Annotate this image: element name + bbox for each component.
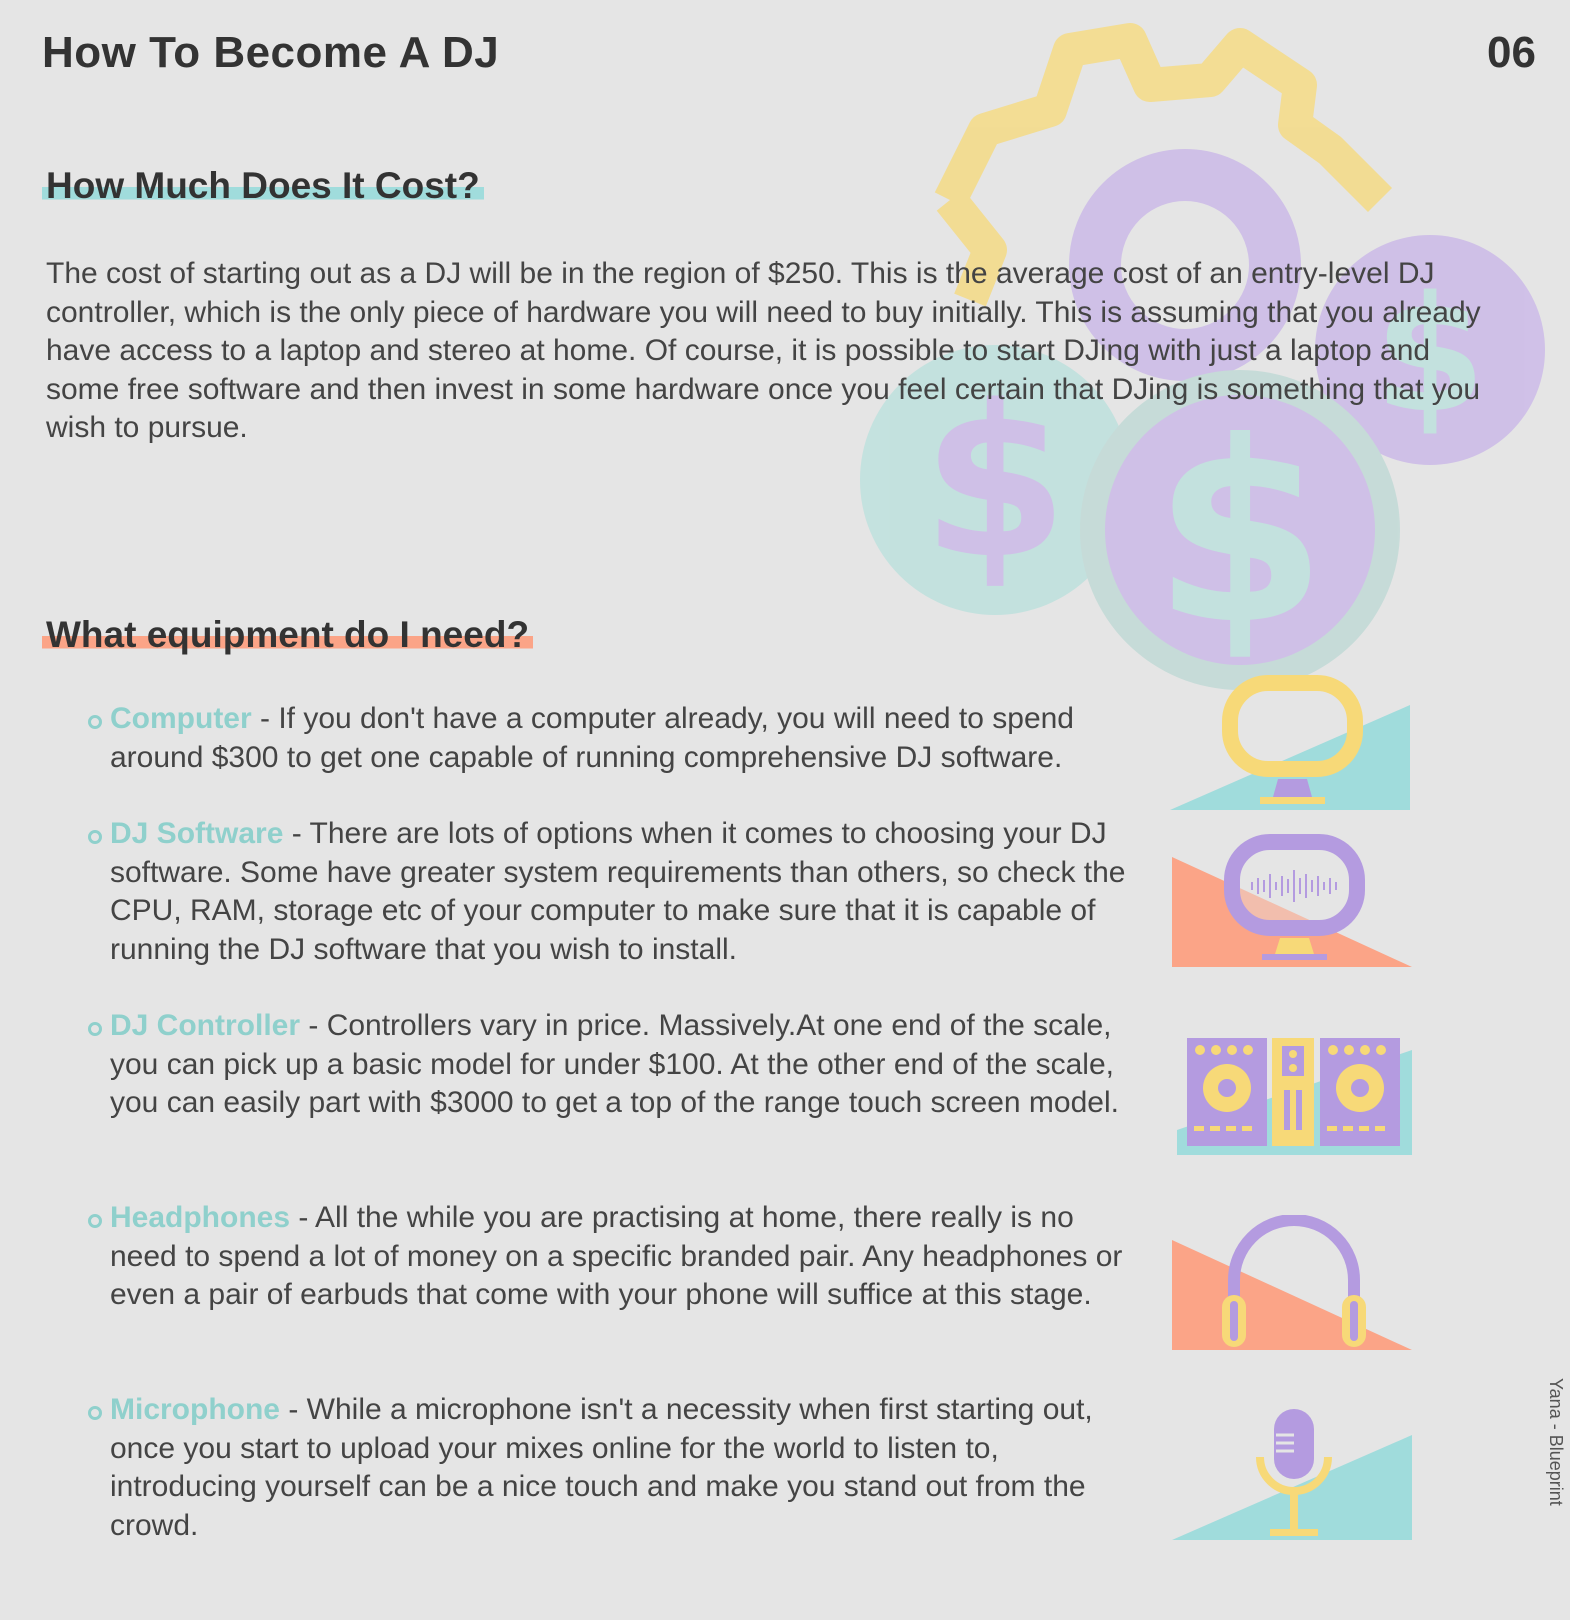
item-text: - All the while you are practising at home, there really is no need to spend a lot of money on a specific branded pair. Any headphones or even a pair of earbuds that come with your phone will suffice at this stage. <box>110 1201 1123 1311</box>
list-item <box>88 1199 1148 1315</box>
item-text: - There are lots of options when it comes to choosing your DJ software. Some have greater system requirements than others, so check the CPU, RAM, storage etc of your computer to make sure that it is capable of running the DJ software that you wish to install. <box>110 817 1126 966</box>
bullet-icon <box>88 830 102 844</box>
document-title: How To Become A DJ <box>42 28 500 77</box>
cost-paragraph: The cost of starting out as a DJ will be in the region of $250. This is the average cost of an entry-level DJ controller, which is the only piece of hardware you will need to buy initially. This is assuming that you already have access to a laptop and stereo at home. Of course, it is possible to start DJing with just a laptop and some free software and then invest in some hardware once you feel certain that DJing is something that you wish to pursue. <box>46 257 1481 444</box>
headphones-icon <box>1172 1215 1417 1355</box>
list-item <box>88 700 1148 777</box>
list-item <box>88 815 1148 969</box>
item-term: DJ Controller <box>110 1009 301 1042</box>
bullet-icon <box>88 1022 102 1036</box>
item-text: - If you don't have a computer already, you will need to spend around $300 to get one capable of running comprehensive DJ software. <box>110 702 1074 774</box>
bullet-icon <box>88 715 102 729</box>
equipment-heading: What equipment do I need? <box>42 614 533 656</box>
bullet-icon <box>88 1214 102 1228</box>
list-item <box>88 1007 1148 1123</box>
item-term: DJ Software <box>110 817 284 850</box>
microphone-icon <box>1172 1405 1417 1545</box>
monitor-icon <box>1170 675 1415 815</box>
dollar-icon: $ <box>1374 261 1486 448</box>
audio-monitor-icon <box>1172 832 1417 972</box>
item-term: Computer <box>110 702 252 735</box>
dollar-icon: $ <box>921 360 1069 605</box>
dollar-icon: $ <box>1153 388 1327 679</box>
item-text: - While a microphone isn't a necessity when first starting out, once you start to upload your mixes online for the world to listen to, introducing yourself can be a nice touch and make you stand out from the crowd. <box>110 1393 1093 1542</box>
cost-heading: How Much Does It Cost? <box>42 165 484 207</box>
item-term: Headphones <box>110 1201 291 1234</box>
list-item <box>88 1391 1148 1545</box>
item-text: - Controllers vary in price. Massively.At one end of the scale, you can pick up a basic model for under $100. At the other end of the scale, you can easily part with $3000 to get a top of the range touch screen model. <box>110 1009 1119 1119</box>
bullet-icon <box>88 1406 102 1420</box>
item-term: Microphone <box>110 1393 280 1426</box>
page-number: 06 <box>1487 28 1536 77</box>
side-credit: Yana - Blueprint <box>1546 1378 1566 1506</box>
dj-controller-icon <box>1172 1030 1417 1160</box>
